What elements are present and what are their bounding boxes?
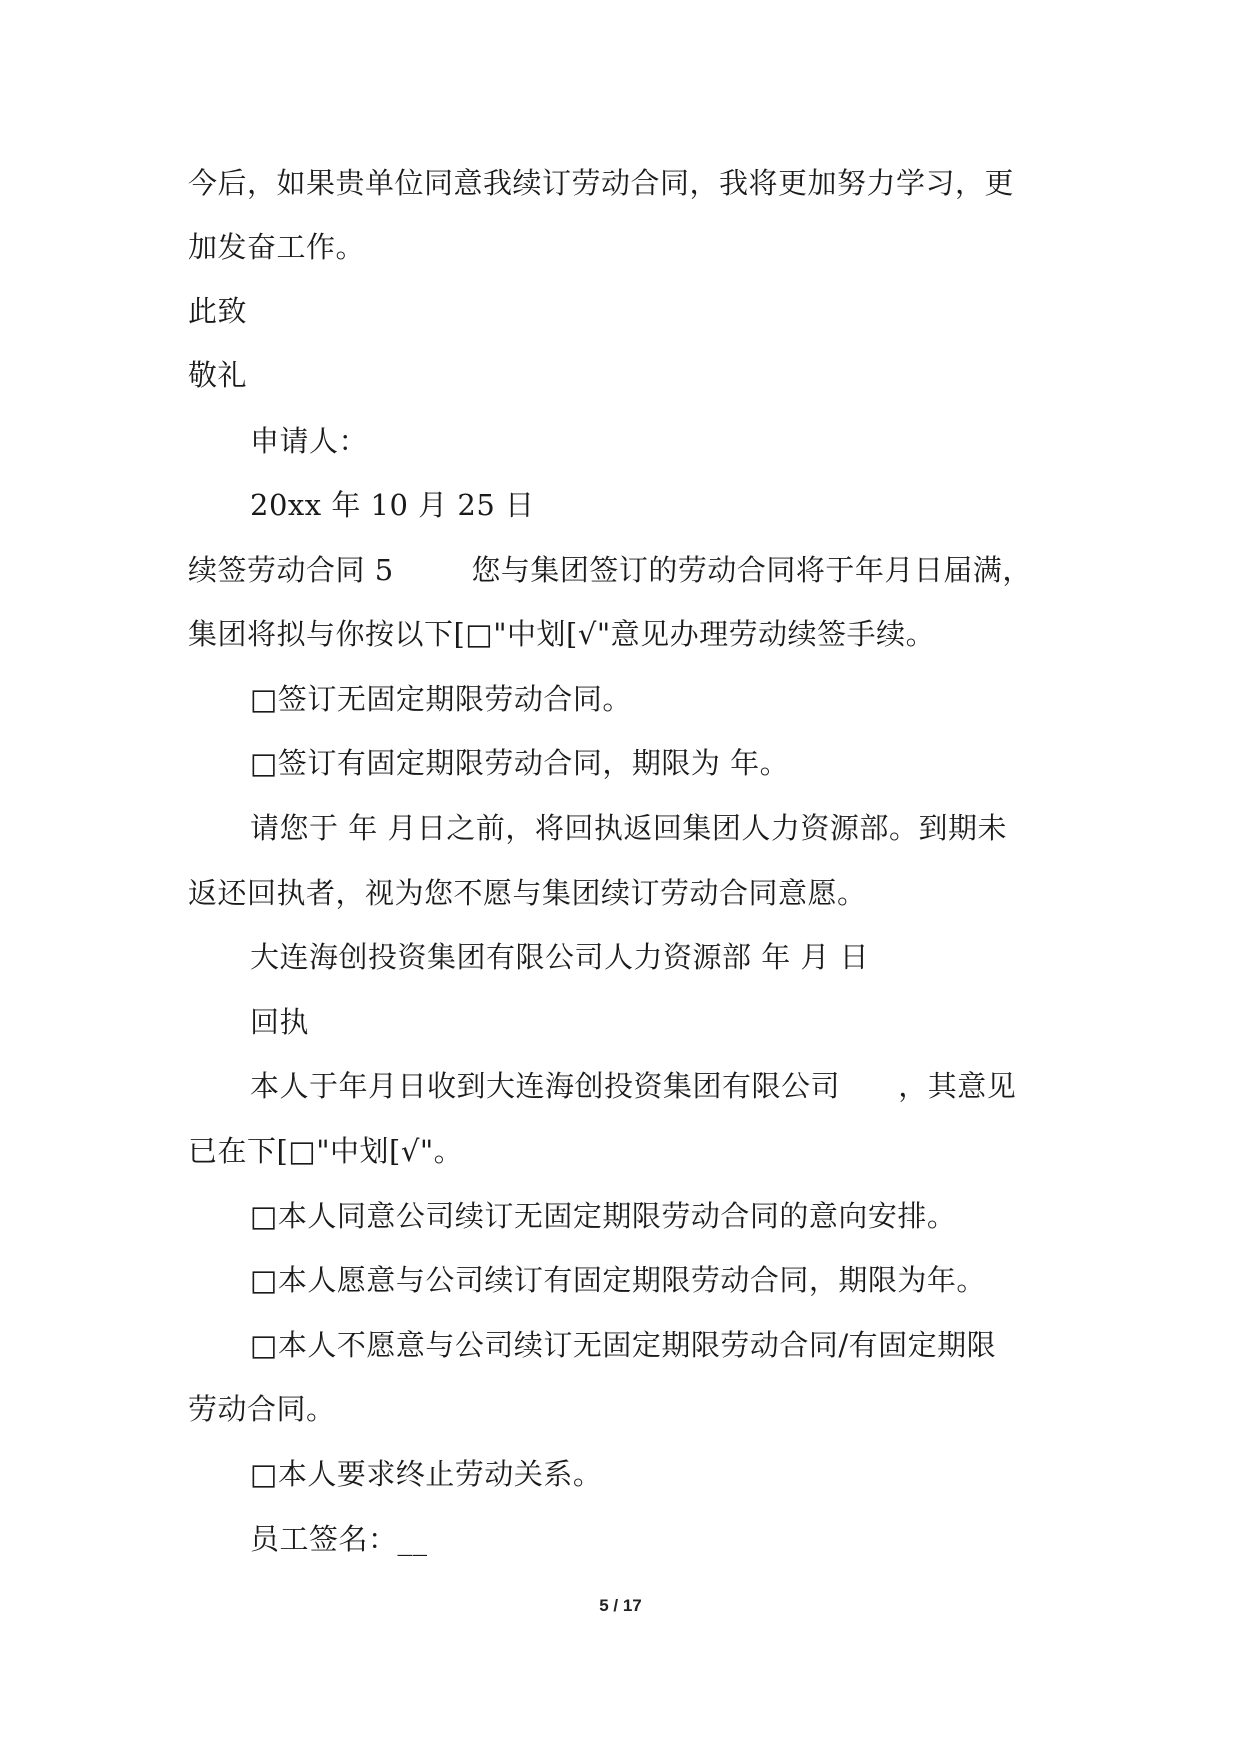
paragraph-line: 本人于年月日收到大连海创投资集团有限公司 ，其意见 [250,1069,1017,1103]
receipt-heading: 回执 [250,1005,310,1039]
page-number: 5 / 17 [599,1596,642,1615]
option-line: □本人同意公司续订无固定期限劳动合同的意向安排。 [250,1199,957,1233]
paragraph-line: 劳动合同。 [188,1392,336,1426]
option-line: □本人不愿意与公司续订无固定期限劳动合同/有固定期限 [250,1328,997,1362]
paragraph-line: 已在下[□"中划[√"。 [188,1134,464,1168]
option-line: □本人愿意与公司续订有固定期限劳动合同，期限为年。 [250,1263,986,1297]
paragraph-line: 返还回执者，视为您不愿与集团续订劳动合同意愿。 [188,876,867,910]
option-line: □本人要求终止劳动关系。 [250,1457,603,1491]
option-line: □签订无固定期限劳动合同。 [250,682,632,716]
signature-line: 员工签名：__ [250,1522,428,1556]
applicant-label: 申请人： [250,424,369,458]
paragraph-line: 请您于 年 月日之前，将回执返回集团人力资源部。到期未 [250,811,1007,845]
option-line: □签订有固定期限劳动合同，期限为 年。 [250,746,790,780]
section-heading-line: 续签劳动合同 5 您与集团签订的劳动合同将于年月日届满， [188,553,1032,587]
issuer-line: 大连海创投资集团有限公司人力资源部 年 月 日 [250,940,870,974]
salutation-line: 敬礼 [188,358,248,392]
paragraph-line: 加发奋工作。 [188,230,366,264]
date-line: 20xx 年 10 月 25 日 [250,488,535,522]
paragraph-line: 今后，如果贵单位同意我续订劳动合同，我将更加努力学习，更 [188,166,1015,200]
salutation-line: 此致 [188,294,248,328]
paragraph-line: 集团将拟与你按以下[□"中划[√"意见办理劳动续签手续。 [188,617,936,651]
